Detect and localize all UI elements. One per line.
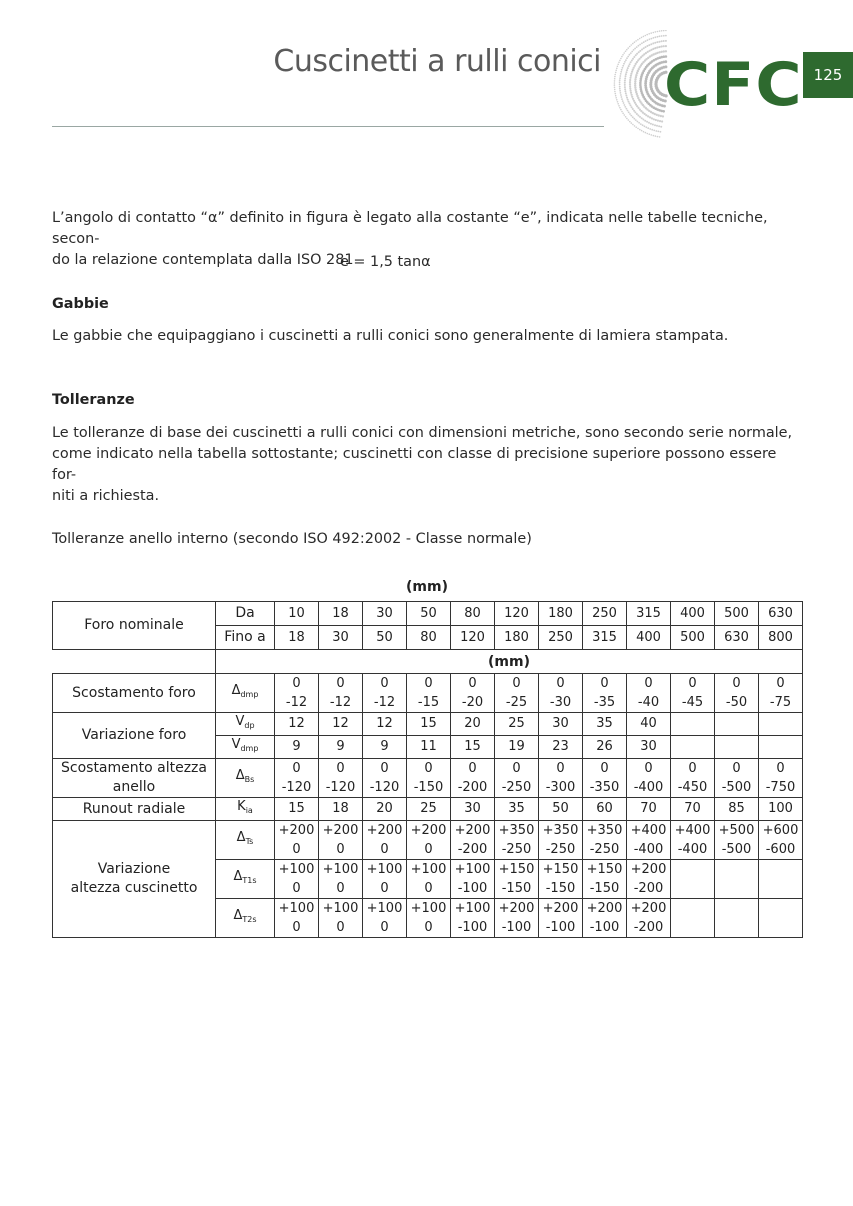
value-cell	[671, 899, 715, 938]
value-bottom: -100	[589, 920, 620, 935]
value-bottom: -450	[677, 780, 708, 795]
value-bottom: -400	[633, 780, 664, 795]
value-top: +200	[630, 862, 667, 877]
value-top: +350	[498, 823, 535, 838]
value-cell: 120	[451, 626, 495, 650]
value-cell: 400	[627, 626, 671, 650]
value-bottom: -200	[633, 881, 664, 896]
title-divider	[52, 126, 604, 127]
value-bottom: -150	[545, 881, 576, 896]
da-label: Da	[216, 602, 275, 626]
value-cell	[671, 674, 715, 713]
value-bottom: -12	[285, 695, 308, 710]
symbol: Δ	[233, 908, 243, 923]
value-cell	[451, 860, 495, 899]
value-cell	[671, 821, 715, 860]
value-top: 0	[468, 676, 477, 691]
value-cell: 60	[583, 798, 627, 821]
gabbie-text: Le gabbie che equipaggiano i cuscinetti a rulli conici sono generalmente di lamiera stampata.	[52, 328, 729, 344]
value-cell	[671, 736, 715, 759]
value-cell	[363, 674, 407, 713]
value-cell	[715, 899, 759, 938]
value-bottom: -150	[413, 780, 444, 795]
value-cell	[671, 860, 715, 899]
value-cell: 400	[671, 602, 715, 626]
value-bottom: 0	[380, 881, 389, 896]
value-cell: 70	[627, 798, 671, 821]
value-cell	[627, 899, 671, 938]
value-cell	[715, 713, 759, 736]
value-top: +200	[630, 901, 667, 916]
value-cell	[539, 821, 583, 860]
table-row	[53, 602, 803, 626]
value-cell	[407, 899, 451, 938]
value-bottom: -12	[329, 695, 352, 710]
value-cell: 35	[495, 798, 539, 821]
unit-label-top: (mm)	[406, 579, 448, 595]
value-cell	[319, 674, 363, 713]
value-top: +200	[366, 823, 403, 838]
symbol-subscript: Ts	[245, 837, 254, 846]
value-top: +100	[322, 862, 359, 877]
tolleranze-line-3: niti a richiesta.	[52, 488, 160, 504]
value-cell: 18	[319, 798, 363, 821]
value-cell	[451, 899, 495, 938]
value-bottom: -350	[589, 780, 620, 795]
value-cell: 26	[583, 736, 627, 759]
value-cell: 25	[407, 798, 451, 821]
value-bottom: -150	[589, 881, 620, 896]
scostamento-altezza-label	[53, 759, 216, 798]
value-top: 0	[468, 761, 477, 776]
value-cell	[363, 759, 407, 798]
intro-line-1: L’angolo di contatto “α” definito in figura è legato alla costante “e”, indicata nelle tabelle tecniche, secon-	[52, 210, 768, 247]
value-cell: 80	[451, 602, 495, 626]
value-cell: 15	[275, 798, 319, 821]
symbol-subscript: dmp	[240, 690, 259, 699]
value-top: +350	[542, 823, 579, 838]
value-cell: 18	[319, 602, 363, 626]
value-top: 0	[732, 676, 741, 691]
value-cell	[407, 860, 451, 899]
value-top: +200	[542, 901, 579, 916]
value-cell	[407, 821, 451, 860]
value-top: 0	[688, 676, 697, 691]
value-cell	[627, 759, 671, 798]
value-cell	[363, 821, 407, 860]
value-top: 0	[512, 676, 521, 691]
value-top: +100	[366, 862, 403, 877]
symbol-cell	[216, 759, 275, 798]
value-top: 0	[512, 761, 521, 776]
value-cell: 12	[363, 713, 407, 736]
value-top: 0	[688, 761, 697, 776]
value-cell	[715, 821, 759, 860]
value-bottom: 0	[424, 881, 433, 896]
value-cell	[495, 674, 539, 713]
value-top: +500	[718, 823, 755, 838]
tolleranze-heading: Tolleranze	[52, 392, 135, 408]
symbol-cell	[216, 821, 275, 860]
value-top: +200	[498, 901, 535, 916]
value-cell: 630	[715, 626, 759, 650]
value-cell: 9	[275, 736, 319, 759]
tolleranze-line-2: come indicato nella tabella sottostante; cuscinetti con classe di precisione superiore possono essere for-	[52, 446, 777, 483]
value-top: +200	[586, 901, 623, 916]
value-top: +100	[278, 862, 315, 877]
value-top: 0	[336, 761, 345, 776]
value-top: +200	[454, 823, 491, 838]
value-cell	[363, 899, 407, 938]
variazione-foro-label: Variazione foro	[53, 713, 216, 759]
value-cell: 15	[451, 736, 495, 759]
value-bottom: -120	[325, 780, 356, 795]
value-top: 0	[776, 676, 785, 691]
value-top: +600	[762, 823, 799, 838]
value-bottom: -250	[501, 780, 532, 795]
value-cell: 315	[627, 602, 671, 626]
value-top: 0	[292, 676, 301, 691]
value-cell	[715, 860, 759, 899]
value-bottom: -100	[457, 920, 488, 935]
value-cell: 250	[583, 602, 627, 626]
symbol: Δ	[233, 869, 243, 884]
value-cell: 250	[539, 626, 583, 650]
value-cell	[583, 674, 627, 713]
value-cell	[363, 860, 407, 899]
table-row	[53, 759, 803, 798]
value-bottom: -40	[637, 695, 660, 710]
value-top: 0	[732, 761, 741, 776]
value-cell: 70	[671, 798, 715, 821]
value-top: +200	[278, 823, 315, 838]
value-top: 0	[292, 761, 301, 776]
symbol: K	[237, 799, 246, 814]
value-bottom: -12	[373, 695, 396, 710]
value-bottom: -100	[457, 881, 488, 896]
value-cell	[495, 759, 539, 798]
value-cell: 23	[539, 736, 583, 759]
value-cell: 15	[407, 713, 451, 736]
table-row	[53, 674, 803, 713]
value-cell	[275, 821, 319, 860]
value-cell	[759, 899, 803, 938]
value-top: 0	[336, 676, 345, 691]
value-cell: 30	[319, 626, 363, 650]
value-top: 0	[380, 761, 389, 776]
table-row	[53, 713, 803, 736]
symbol: Δ	[236, 830, 246, 845]
value-cell: 9	[319, 736, 363, 759]
value-top: 0	[556, 676, 565, 691]
value-top: +100	[366, 901, 403, 916]
value-bottom: -120	[369, 780, 400, 795]
symbol: Δ	[235, 768, 245, 783]
value-top: +150	[586, 862, 623, 877]
logo-text: CFC	[664, 50, 803, 120]
value-bottom: 0	[336, 881, 345, 896]
symbol-cell	[216, 860, 275, 899]
symbol: Δ	[231, 683, 241, 698]
value-top: 0	[600, 761, 609, 776]
value-cell	[715, 674, 759, 713]
value-cell: 18	[275, 626, 319, 650]
value-cell	[759, 736, 803, 759]
value-cell	[451, 759, 495, 798]
value-cell	[627, 860, 671, 899]
value-top: +200	[322, 823, 359, 838]
value-cell: 20	[363, 798, 407, 821]
value-cell: 50	[407, 602, 451, 626]
value-bottom: -200	[457, 842, 488, 857]
value-cell	[495, 899, 539, 938]
value-top: 0	[644, 761, 653, 776]
label-line-2: altezza cuscinetto	[70, 880, 198, 896]
value-cell	[495, 860, 539, 899]
value-cell	[319, 899, 363, 938]
value-cell	[539, 674, 583, 713]
value-cell: 315	[583, 626, 627, 650]
tolerance-table	[52, 601, 803, 938]
value-top: +100	[454, 901, 491, 916]
value-bottom: -75	[769, 695, 792, 710]
value-top: +150	[498, 862, 535, 877]
value-bottom: -100	[545, 920, 576, 935]
value-cell: 30	[539, 713, 583, 736]
symbol-subscript: Bs	[244, 775, 255, 784]
value-bottom: -200	[457, 780, 488, 795]
value-cell: 50	[363, 626, 407, 650]
value-top: +200	[410, 823, 447, 838]
unit-label-inner: (mm)	[216, 650, 803, 674]
value-cell: 30	[363, 602, 407, 626]
value-cell	[539, 759, 583, 798]
value-cell	[583, 899, 627, 938]
label-line-1: Scostamento altezza	[61, 760, 207, 776]
tolleranze-line-1: Le tolleranze di base dei cuscinetti a rulli conici con dimensioni metriche, sono secondo serie normale,	[52, 425, 793, 441]
page-title: Cuscinetti a rulli conici	[273, 44, 601, 79]
scostamento-foro-label: Scostamento foro	[53, 674, 216, 713]
value-cell: 85	[715, 798, 759, 821]
label-line-2: anello	[112, 779, 156, 795]
value-cell	[407, 674, 451, 713]
value-top: 0	[424, 676, 433, 691]
value-bottom: -750	[765, 780, 796, 795]
value-top: +350	[586, 823, 623, 838]
value-top: +100	[410, 862, 447, 877]
blank-cell	[53, 650, 216, 674]
value-top: +100	[278, 901, 315, 916]
formula: e = 1,5 tanα	[340, 254, 431, 270]
value-bottom: -120	[281, 780, 312, 795]
table-row	[53, 821, 803, 860]
value-cell	[583, 821, 627, 860]
symbol-cell	[216, 899, 275, 938]
value-cell	[539, 899, 583, 938]
value-bottom: 0	[380, 842, 389, 857]
value-cell	[759, 860, 803, 899]
value-cell	[759, 713, 803, 736]
value-cell: 120	[495, 602, 539, 626]
value-bottom: 0	[336, 842, 345, 857]
value-cell	[671, 759, 715, 798]
value-cell	[671, 713, 715, 736]
symbol: V	[231, 737, 241, 752]
symbol-subscript: T1s	[242, 876, 257, 885]
symbol-subscript: dmp	[240, 744, 259, 753]
runout-radiale-label: Runout radiale	[53, 798, 216, 821]
value-bottom: -500	[721, 842, 752, 857]
value-bottom: -250	[501, 842, 532, 857]
value-cell: 20	[451, 713, 495, 736]
value-bottom: 0	[336, 920, 345, 935]
value-cell: 19	[495, 736, 539, 759]
value-cell	[451, 674, 495, 713]
value-cell: 10	[275, 602, 319, 626]
value-cell: 30	[627, 736, 671, 759]
symbol-cell	[216, 798, 275, 821]
value-bottom: -600	[765, 842, 796, 857]
value-bottom: 0	[292, 920, 301, 935]
value-cell	[627, 674, 671, 713]
value-cell: 35	[583, 713, 627, 736]
intro-line-2: do la relazione contemplata dalla ISO 281	[52, 252, 354, 268]
value-bottom: -500	[721, 780, 752, 795]
value-cell	[275, 759, 319, 798]
value-cell	[319, 759, 363, 798]
value-bottom: 0	[424, 842, 433, 857]
value-cell	[319, 860, 363, 899]
value-cell	[715, 759, 759, 798]
value-cell: 30	[451, 798, 495, 821]
value-cell: 800	[759, 626, 803, 650]
tolleranze-paragraph	[52, 423, 804, 507]
value-bottom: 0	[292, 842, 301, 857]
value-top: +150	[542, 862, 579, 877]
value-bottom: -250	[589, 842, 620, 857]
value-top: +100	[322, 901, 359, 916]
value-top: 0	[380, 676, 389, 691]
value-cell	[275, 860, 319, 899]
value-top: +100	[410, 901, 447, 916]
value-cell: 25	[495, 713, 539, 736]
value-cell	[759, 759, 803, 798]
value-cell	[759, 674, 803, 713]
fino-a-label: Fino a	[216, 626, 275, 650]
value-bottom: -45	[681, 695, 704, 710]
value-bottom: -30	[549, 695, 572, 710]
value-top: +100	[454, 862, 491, 877]
page-number: 125	[803, 52, 853, 98]
symbol-subscript: dp	[244, 721, 255, 730]
symbol-cell	[216, 736, 275, 759]
value-bottom: 0	[292, 881, 301, 896]
value-bottom: -35	[593, 695, 616, 710]
value-bottom: -300	[545, 780, 576, 795]
gabbie-heading: Gabbie	[52, 296, 109, 312]
value-bottom: -250	[545, 842, 576, 857]
value-cell: 500	[671, 626, 715, 650]
value-cell	[275, 899, 319, 938]
value-bottom: -400	[677, 842, 708, 857]
value-bottom: -50	[725, 695, 748, 710]
value-cell	[583, 860, 627, 899]
symbol-cell	[216, 674, 275, 713]
value-cell: 80	[407, 626, 451, 650]
label-line-1: Variazione	[97, 861, 171, 877]
symbol: V	[235, 714, 245, 729]
symbol-cell	[216, 713, 275, 736]
symbol-subscript: T2s	[242, 915, 257, 924]
value-cell	[275, 674, 319, 713]
value-cell: 40	[627, 713, 671, 736]
value-bottom: 0	[380, 920, 389, 935]
value-cell	[583, 759, 627, 798]
value-bottom: -400	[633, 842, 664, 857]
value-cell	[451, 821, 495, 860]
value-bottom: -150	[501, 881, 532, 896]
cfc-logo	[612, 30, 802, 138]
value-cell: 11	[407, 736, 451, 759]
value-cell	[495, 821, 539, 860]
value-cell	[759, 821, 803, 860]
value-cell: 50	[539, 798, 583, 821]
variazione-altezza-label	[53, 821, 216, 938]
value-cell	[627, 821, 671, 860]
table-row	[53, 650, 803, 674]
value-cell: 12	[319, 713, 363, 736]
value-top: 0	[556, 761, 565, 776]
table-caption: Tolleranze anello interno (secondo ISO 492:2002 - Classe normale)	[52, 531, 532, 547]
value-bottom: 0	[424, 920, 433, 935]
value-cell: 630	[759, 602, 803, 626]
value-cell	[715, 736, 759, 759]
value-cell	[407, 759, 451, 798]
symbol-subscript: ia	[245, 806, 253, 815]
value-bottom: -200	[633, 920, 664, 935]
value-cell	[539, 860, 583, 899]
value-cell: 180	[539, 602, 583, 626]
value-cell: 9	[363, 736, 407, 759]
value-top: 0	[776, 761, 785, 776]
value-bottom: -15	[417, 695, 440, 710]
value-cell: 100	[759, 798, 803, 821]
value-cell: 500	[715, 602, 759, 626]
value-top: 0	[600, 676, 609, 691]
value-bottom: -25	[505, 695, 528, 710]
table-row	[53, 798, 803, 821]
foro-nominale-label: Foro nominale	[53, 602, 216, 650]
value-cell	[319, 821, 363, 860]
value-bottom: -100	[501, 920, 532, 935]
value-top: +400	[674, 823, 711, 838]
value-bottom: -20	[461, 695, 484, 710]
value-cell: 180	[495, 626, 539, 650]
value-cell: 12	[275, 713, 319, 736]
value-top: 0	[644, 676, 653, 691]
value-top: 0	[424, 761, 433, 776]
value-top: +400	[630, 823, 667, 838]
